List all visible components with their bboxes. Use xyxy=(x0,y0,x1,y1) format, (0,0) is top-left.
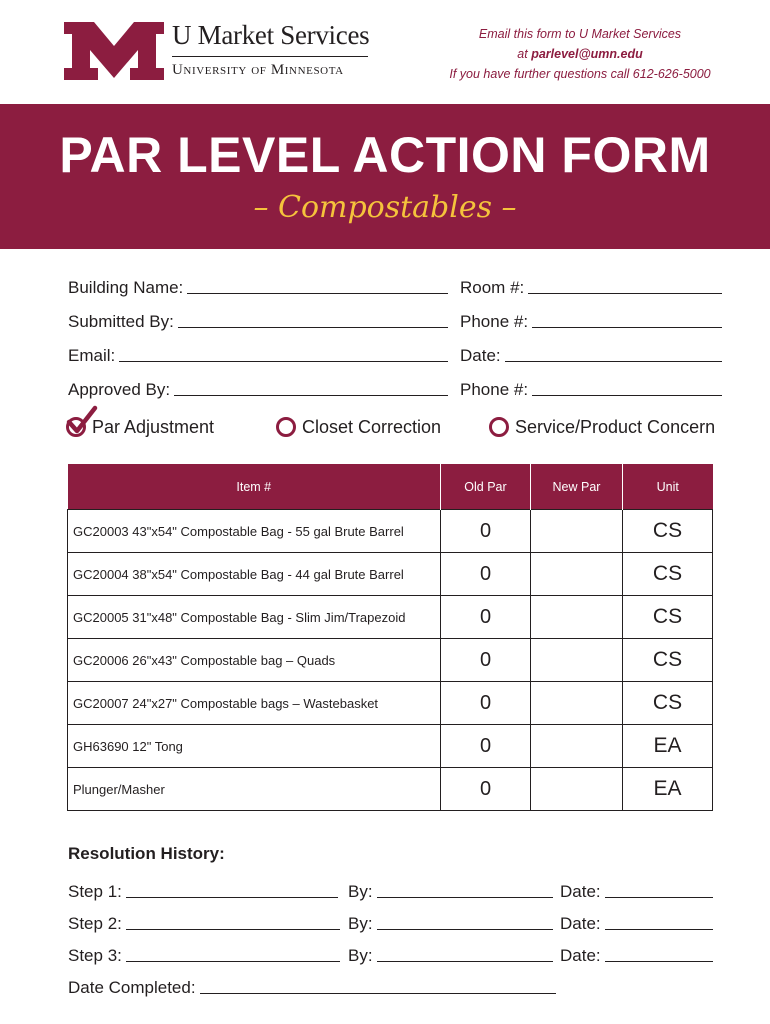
by-line[interactable] xyxy=(377,943,553,962)
unit-cell: CS xyxy=(623,596,713,639)
phone-label-1: Phone #: xyxy=(460,312,529,331)
header-unit: Unit xyxy=(623,464,713,510)
option-label: Service/Product Concern xyxy=(515,416,716,437)
table-row xyxy=(68,639,713,682)
room-label: Room #: xyxy=(460,278,525,297)
item-cell: GC20007 24"x27" Compostable bags – Wastebasket xyxy=(68,682,441,725)
room-field[interactable] xyxy=(460,272,722,298)
step-1-by-field[interactable] xyxy=(348,876,553,902)
table-row xyxy=(68,682,713,725)
item-cell: GC20005 31"x48" Compostable Bag - Slim Jim/Trapezoid xyxy=(68,596,441,639)
building-name-label: Building Name: xyxy=(68,278,184,297)
step-1-field[interactable] xyxy=(68,876,338,902)
by-line[interactable] xyxy=(377,911,553,930)
table-row xyxy=(68,553,713,596)
date-completed-field[interactable] xyxy=(68,972,556,998)
new-par-cell[interactable] xyxy=(531,682,623,725)
form-subtitle: – Compostables – xyxy=(253,190,517,225)
phone-line-2[interactable] xyxy=(532,377,722,396)
unit-cell: EA xyxy=(623,768,713,811)
phone-line-1[interactable] xyxy=(532,309,722,328)
option-par-adjustment[interactable] xyxy=(66,414,214,440)
old-par-cell: 0 xyxy=(441,725,531,768)
new-par-cell[interactable] xyxy=(531,725,623,768)
new-par-cell[interactable] xyxy=(531,596,623,639)
table-row xyxy=(68,510,713,553)
step-2-date-field[interactable] xyxy=(560,908,713,934)
option-service-concern[interactable] xyxy=(489,414,715,440)
date-label: Date: xyxy=(560,946,601,965)
old-par-cell: 0 xyxy=(441,682,531,725)
new-par-cell[interactable] xyxy=(531,510,623,553)
item-cell: Plunger/Masher xyxy=(68,768,441,811)
par-level-table xyxy=(67,464,713,811)
option-closet-correction[interactable] xyxy=(276,414,441,440)
header-item: Item # xyxy=(68,464,441,510)
form-title: PAR LEVEL ACTION FORM xyxy=(59,127,711,183)
step-3-line[interactable] xyxy=(126,943,340,962)
unit-cell: CS xyxy=(623,639,713,682)
contact-info xyxy=(430,24,730,84)
item-cell: GC20004 38"x54" Compostable Bag - 44 gal Brute Barrel xyxy=(68,553,441,596)
date-completed-label: Date Completed: xyxy=(68,978,196,997)
contact-email-link[interactable]: parlevel@umn.edu xyxy=(531,47,643,61)
table-row xyxy=(68,768,713,811)
phone-label-2: Phone #: xyxy=(460,380,529,399)
brand-subtitle: University of Minnesota xyxy=(172,62,344,78)
step-1-line[interactable] xyxy=(126,879,338,898)
brand-title: U Market Services xyxy=(172,20,370,50)
unit-cell: EA xyxy=(623,725,713,768)
new-par-cell[interactable] xyxy=(531,639,623,682)
old-par-cell: 0 xyxy=(441,639,531,682)
date-line[interactable] xyxy=(505,343,722,362)
date-label: Date: xyxy=(560,914,601,933)
date-line[interactable] xyxy=(605,911,713,930)
table-header-row xyxy=(68,464,713,510)
step-2-label: Step 2: xyxy=(68,914,122,933)
date-completed-line[interactable] xyxy=(200,975,556,994)
contact-line-2 xyxy=(430,44,730,64)
unit-cell: CS xyxy=(623,682,713,725)
building-name-field[interactable] xyxy=(68,272,448,298)
by-label: By: xyxy=(348,946,373,965)
by-label: By: xyxy=(348,914,373,933)
by-line[interactable] xyxy=(377,879,553,898)
resolution-heading: Resolution History: xyxy=(68,844,225,863)
title-banner xyxy=(0,104,770,249)
submitted-by-field[interactable] xyxy=(68,306,448,332)
room-line[interactable] xyxy=(528,275,722,294)
item-cell: GC20003 43"x54" Compostable Bag - 55 gal Brute Barrel xyxy=(68,510,441,553)
email-label: Email: xyxy=(68,346,116,365)
new-par-cell[interactable] xyxy=(531,768,623,811)
step-1-date-field[interactable] xyxy=(560,876,713,902)
approved-by-field[interactable] xyxy=(68,374,448,400)
radio-ring-icon[interactable] xyxy=(276,417,296,437)
header-old-par: Old Par xyxy=(441,464,531,510)
date-line[interactable] xyxy=(605,943,713,962)
submitted-by-line[interactable] xyxy=(178,309,448,328)
radio-ring-icon[interactable] xyxy=(489,417,509,437)
old-par-cell: 0 xyxy=(441,553,531,596)
step-3-field[interactable] xyxy=(68,940,340,966)
step-1-label: Step 1: xyxy=(68,882,122,901)
brand-divider xyxy=(172,56,368,57)
approved-by-line[interactable] xyxy=(174,377,448,396)
checkmark-icon xyxy=(65,404,99,438)
step-2-by-field[interactable] xyxy=(348,908,553,934)
step-2-line[interactable] xyxy=(126,911,340,930)
email-line[interactable] xyxy=(119,343,448,362)
block-m-logo xyxy=(64,22,164,80)
step-2-field[interactable] xyxy=(68,908,340,934)
option-label: Closet Correction xyxy=(302,416,442,437)
table-row xyxy=(68,725,713,768)
contact-line-3: If you have further questions call 612-626-5000 xyxy=(449,67,711,81)
date-label: Date: xyxy=(560,882,601,901)
building-name-line[interactable] xyxy=(187,275,448,294)
submitted-by-label: Submitted By: xyxy=(68,312,174,331)
contact-at: at xyxy=(517,47,528,61)
old-par-cell: 0 xyxy=(441,510,531,553)
date-line[interactable] xyxy=(605,879,713,898)
old-par-cell: 0 xyxy=(441,768,531,811)
radio-ring-icon[interactable] xyxy=(66,417,86,437)
phone-field-1[interactable] xyxy=(460,306,722,332)
step-3-label: Step 3: xyxy=(68,946,122,965)
unit-cell: CS xyxy=(623,553,713,596)
old-par-cell: 0 xyxy=(441,596,531,639)
date-label: Date: xyxy=(460,346,501,365)
unit-cell: CS xyxy=(623,510,713,553)
email-field[interactable] xyxy=(68,340,448,366)
new-par-cell[interactable] xyxy=(531,553,623,596)
option-label: Par Adjustment xyxy=(92,416,215,437)
step-3-date-field[interactable] xyxy=(560,940,713,966)
item-cell: GC20006 26"x43" Compostable bag – Quads xyxy=(68,639,441,682)
table-row xyxy=(68,596,713,639)
phone-field-2[interactable] xyxy=(460,374,722,400)
approved-by-label: Approved By: xyxy=(68,380,171,399)
contact-line-1: Email this form to U Market Services xyxy=(478,27,682,41)
step-3-by-field[interactable] xyxy=(348,940,553,966)
by-label: By: xyxy=(348,882,373,901)
item-cell: GH63690 12" Tong xyxy=(68,725,441,768)
header-new-par: New Par xyxy=(531,464,623,510)
date-field[interactable] xyxy=(460,340,722,366)
